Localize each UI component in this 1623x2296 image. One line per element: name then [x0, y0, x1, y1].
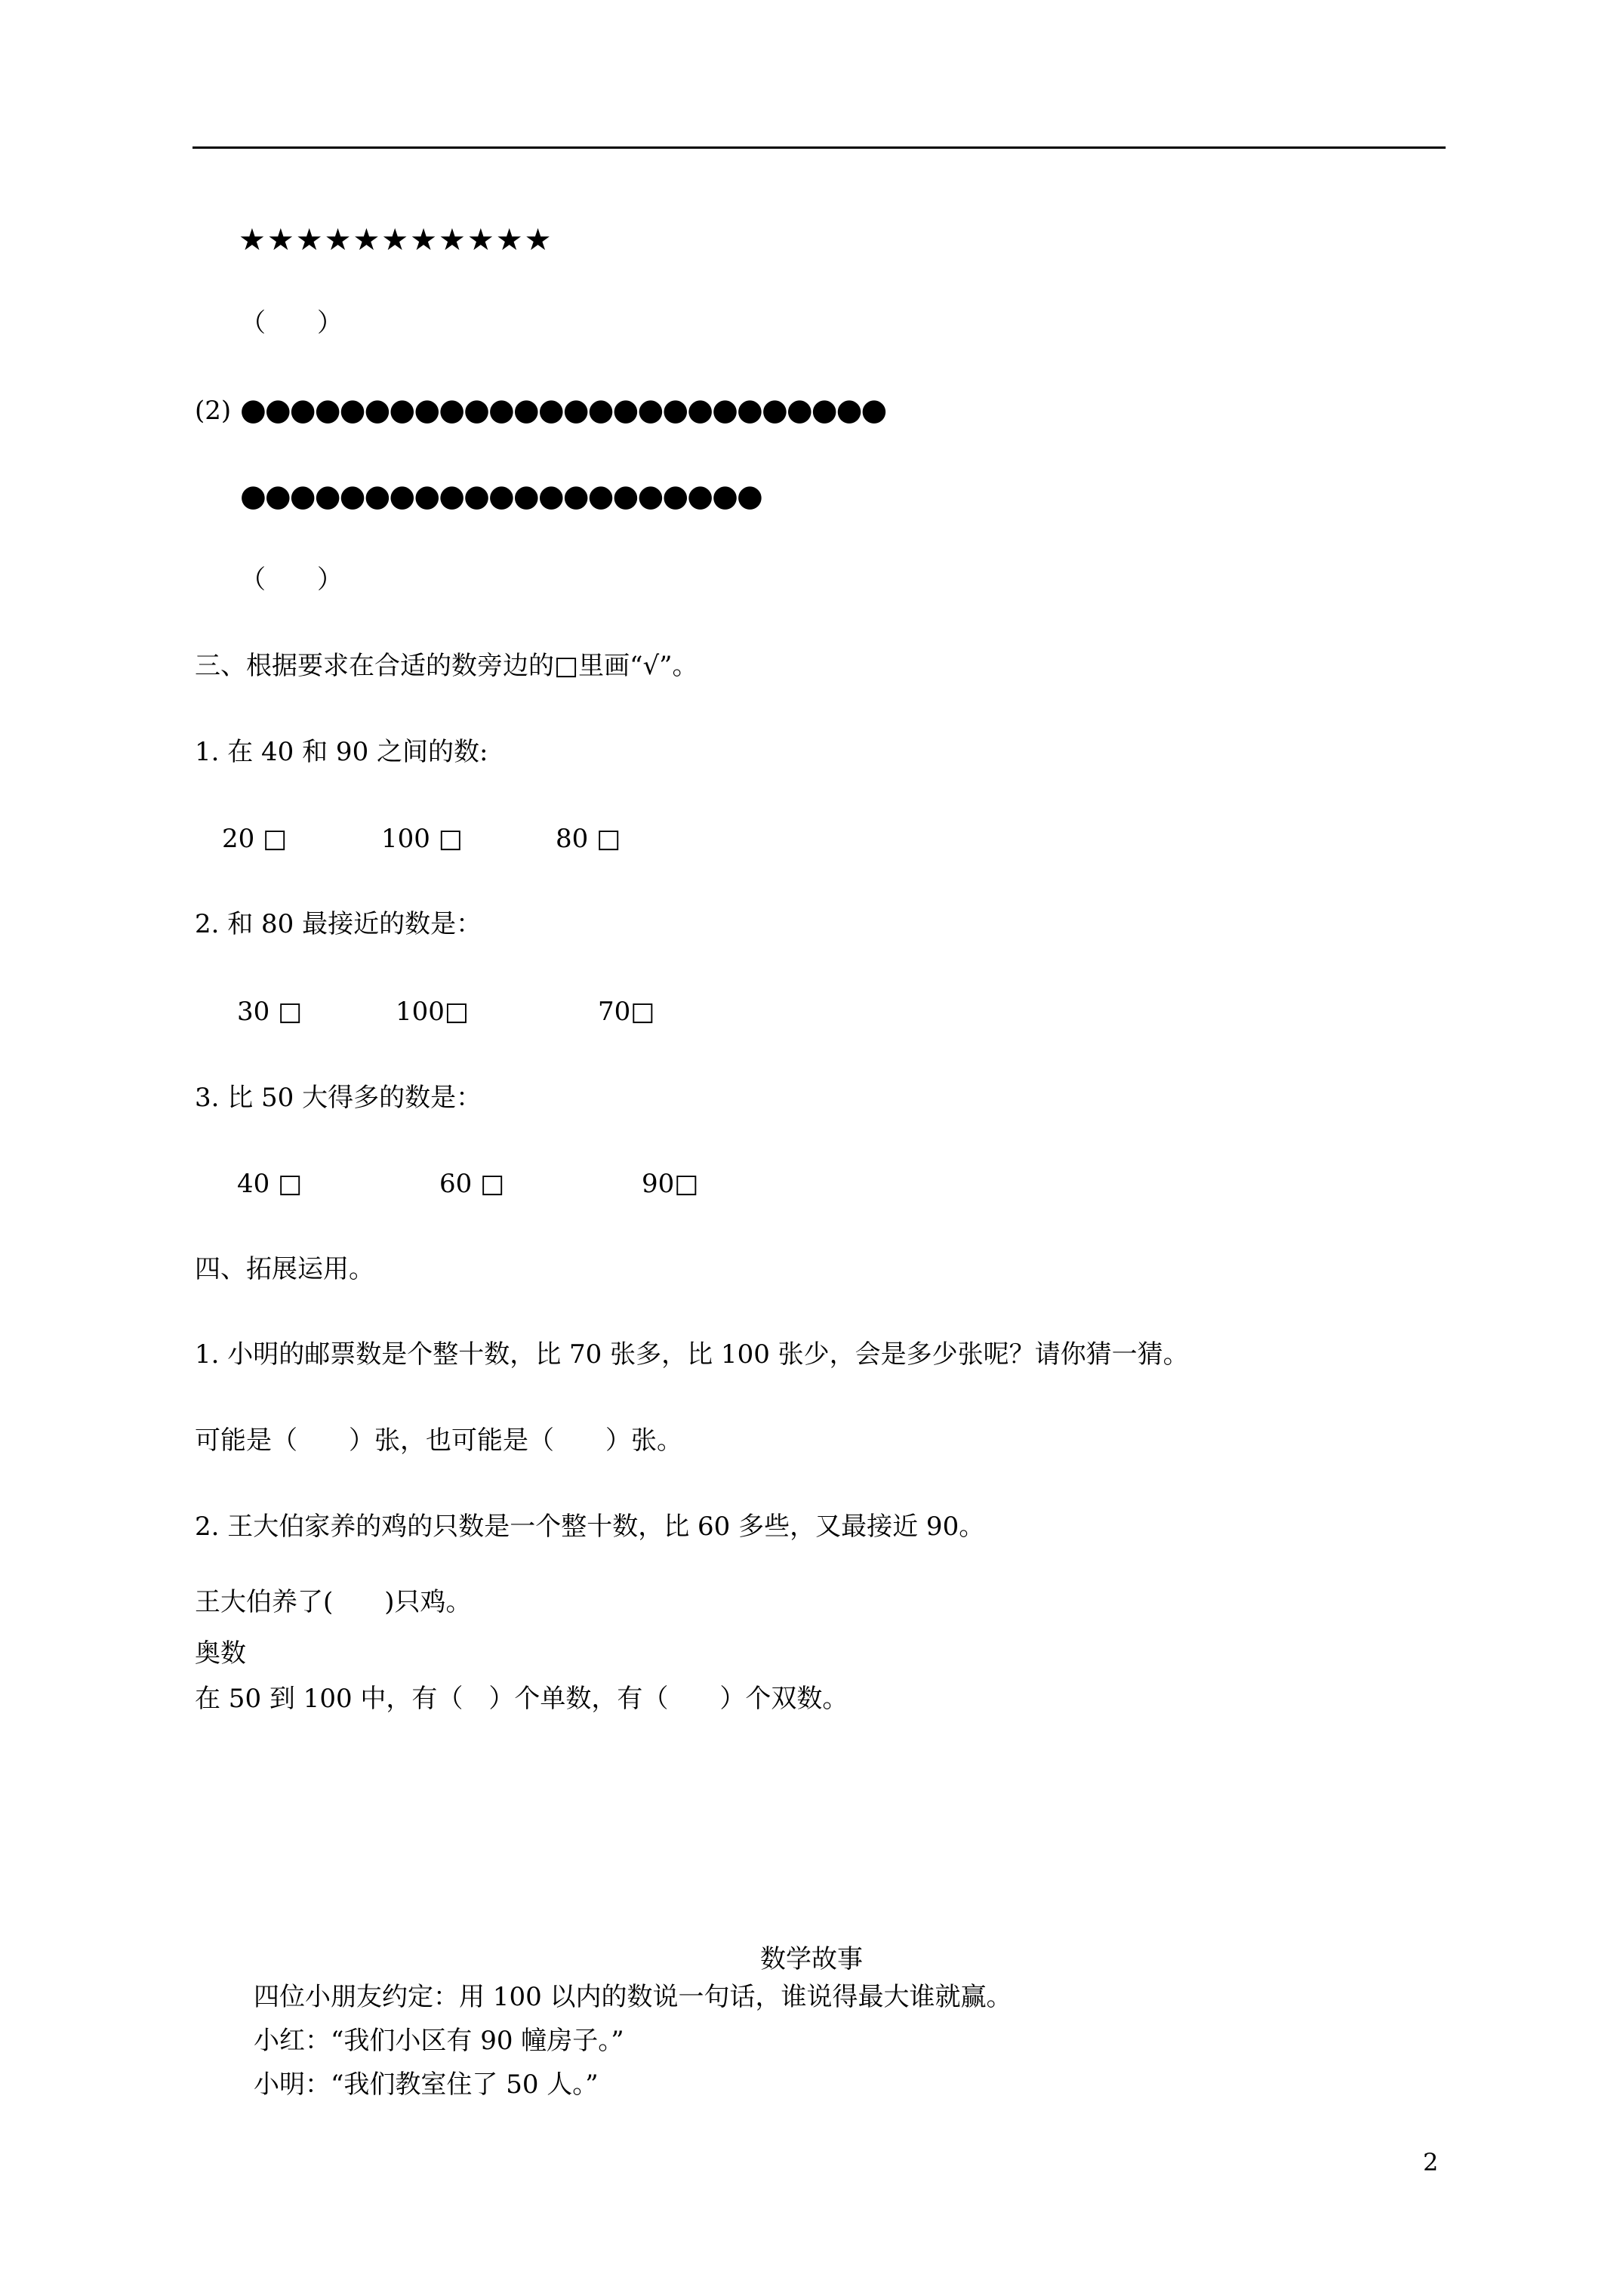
olympiad-title: 奥数	[195, 1638, 246, 1669]
section-4-question-2: 2. 王大伯家养的鸡的只数是一个整十数，比 60 多些，又最接近 90。	[195, 1512, 985, 1542]
page-number: 2	[1423, 2148, 1439, 2177]
answer-blank-2: （ ）	[240, 565, 343, 595]
section-3-heading: 三、根据要求在合适的数旁边的□里画“√”。	[195, 651, 698, 681]
q2-option-70[interactable]: 70□	[598, 997, 655, 1027]
q2-option-30[interactable]: 30 □	[237, 997, 303, 1027]
story-title: 数学故事	[760, 1944, 863, 1974]
section-4-heading: 四、拓展运用。	[195, 1254, 374, 1284]
item-2-label: (2)	[195, 396, 232, 426]
q2-option-100[interactable]: 100□	[396, 997, 470, 1027]
story-line-2: 小红：“我们小区有 90 幢房子。”	[254, 2026, 624, 2056]
q3-option-90[interactable]: 90□	[642, 1169, 699, 1199]
story-line-3: 小明：“我们教室住了 50 人。”	[254, 2069, 599, 2100]
q1-option-80[interactable]: 80 □	[556, 824, 621, 854]
section-4-question-1: 1. 小明的邮票数是个整十数，比 70 张多，比 100 张少，会是多少张呢？请你猜一猜。	[195, 1339, 1189, 1370]
answer-blank-1: （ ）	[240, 308, 343, 338]
section-4-answer-1: 可能是（ ）张，也可能是（ ）张。	[195, 1425, 682, 1456]
stars-row: ★★★★★★★★★★★	[239, 223, 553, 257]
section-3-question-2: 2. 和 80 最接近的数是：	[195, 909, 482, 939]
header-rule	[192, 146, 1446, 149]
section-4-answer-2: 王大伯养了( )只鸡。	[195, 1587, 472, 1617]
q1-option-20[interactable]: 20 □	[222, 824, 288, 854]
q3-option-40[interactable]: 40 □	[237, 1169, 303, 1199]
section-3-question-1: 1. 在 40 和 90 之间的数:	[195, 737, 488, 767]
story-line-1: 四位小朋友约定：用 100 以内的数说一句话，谁说得最大谁就赢。	[254, 1982, 1012, 2012]
dots-row-2: ●●●●●●●●●●●●●●●●●●●●●	[240, 479, 762, 513]
q1-option-100[interactable]: 100 □	[381, 824, 463, 854]
q3-option-60[interactable]: 60 □	[439, 1169, 505, 1199]
olympiad-question: 在 50 到 100 中，有（ ）个单数，有（ ）个双数。	[195, 1684, 848, 1714]
dots-row-1: ●●●●●●●●●●●●●●●●●●●●●●●●●●	[240, 393, 886, 427]
section-3-question-3: 3. 比 50 大得多的数是：	[195, 1083, 482, 1113]
